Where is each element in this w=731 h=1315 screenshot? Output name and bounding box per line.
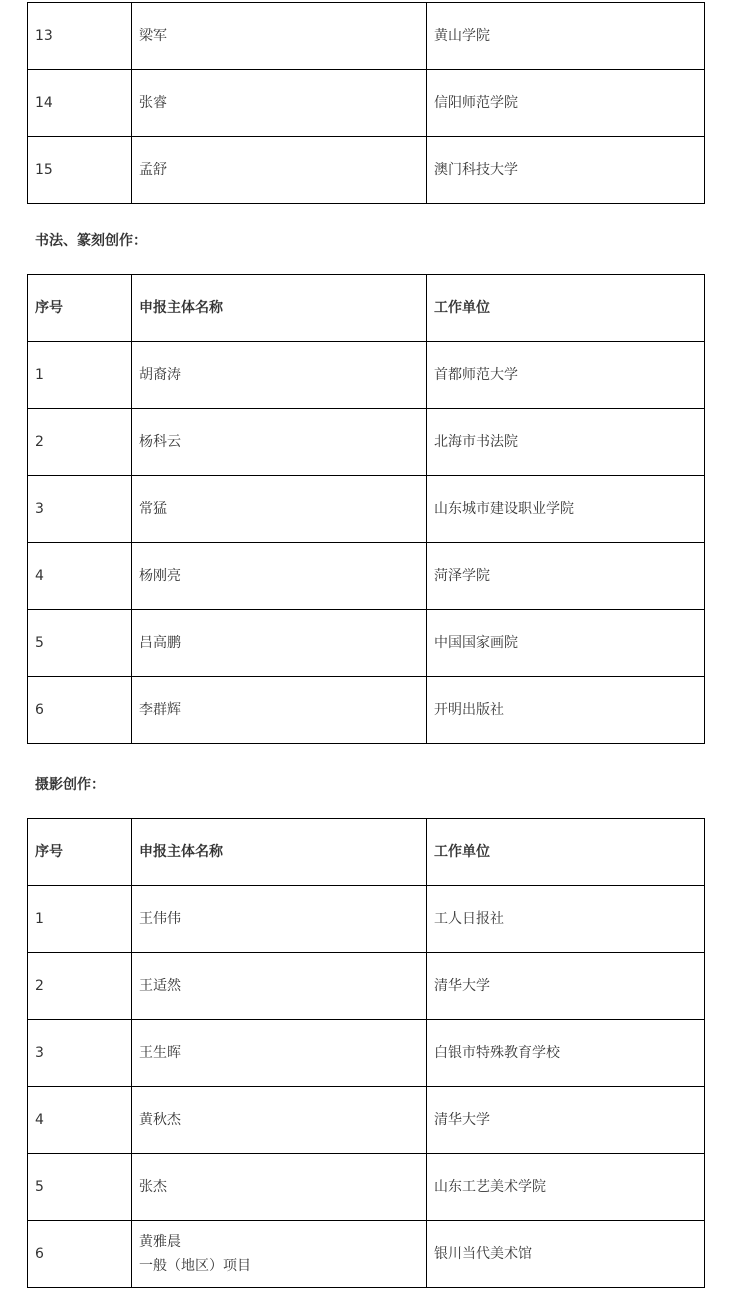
- header-unit: 工作单位: [427, 819, 705, 886]
- index-cell: 14: [28, 70, 132, 137]
- name-cell: 胡裔涛: [132, 342, 427, 409]
- name-cell: 常猛: [132, 476, 427, 543]
- unit-cell: 黄山学院: [427, 3, 705, 70]
- table-row: [28, 886, 705, 953]
- unit-cell: 银川当代美术馆: [427, 1221, 705, 1288]
- index-cell: 15: [28, 137, 132, 204]
- table-row: [28, 1221, 705, 1288]
- unit-cell: 开明出版社: [427, 677, 705, 744]
- photography-table: [27, 818, 705, 1288]
- index-cell: 5: [28, 1154, 132, 1221]
- header-index: 序号: [28, 275, 132, 342]
- index-cell: 1: [28, 886, 132, 953]
- name-cell: 王适然: [132, 953, 427, 1020]
- table-row: [28, 677, 705, 744]
- table-row: [28, 1154, 705, 1221]
- header-unit: 工作单位: [427, 275, 705, 342]
- index-cell: 2: [28, 953, 132, 1020]
- table-row: [28, 70, 705, 137]
- name-cell: 杨刚亮: [132, 543, 427, 610]
- name-cell: 吕高鹏: [132, 610, 427, 677]
- project-type-text: 一般（地区）项目: [139, 1258, 251, 1274]
- section-title-photography: 摄影创作：: [35, 777, 105, 793]
- table-row: [28, 1020, 705, 1087]
- index-cell: 3: [28, 1020, 132, 1087]
- table-row: [28, 953, 705, 1020]
- table-row: [28, 3, 705, 70]
- index-cell: 13: [28, 3, 132, 70]
- table-header-row: [28, 275, 705, 342]
- name-cell: 张睿: [132, 70, 427, 137]
- name-text: 黄雅晨: [139, 1234, 181, 1250]
- section-title-calligraphy: 书法、篆刻创作：: [35, 233, 147, 249]
- unit-cell: 中国国家画院: [427, 610, 705, 677]
- index-cell: 4: [28, 543, 132, 610]
- unit-cell: 菏泽学院: [427, 543, 705, 610]
- name-cell: 梁军: [132, 3, 427, 70]
- unit-cell: 山东工艺美术学院: [427, 1154, 705, 1221]
- unit-cell: 清华大学: [427, 1087, 705, 1154]
- name-cell: 孟舒: [132, 137, 427, 204]
- table-row: [28, 543, 705, 610]
- name-cell: 张杰: [132, 1154, 427, 1221]
- index-cell: 4: [28, 1087, 132, 1154]
- unit-cell: 清华大学: [427, 953, 705, 1020]
- name-cell: 李群辉: [132, 677, 427, 744]
- calligraphy-table: [27, 274, 705, 744]
- index-cell: 5: [28, 610, 132, 677]
- table-row: [28, 1087, 705, 1154]
- table-row: [28, 610, 705, 677]
- name-cell: 杨科云: [132, 409, 427, 476]
- index-cell: 2: [28, 409, 132, 476]
- header-name: 申报主体名称: [132, 819, 427, 886]
- unit-cell: 山东城市建设职业学院: [427, 476, 705, 543]
- table-row: [28, 476, 705, 543]
- table-header-row: [28, 819, 705, 886]
- index-cell: 6: [28, 677, 132, 744]
- name-cell: 王伟伟: [132, 886, 427, 953]
- unit-cell: 信阳师范学院: [427, 70, 705, 137]
- name-cell: [132, 1221, 427, 1288]
- unit-cell: 首都师范大学: [427, 342, 705, 409]
- index-cell: 6: [28, 1221, 132, 1288]
- name-cell: 黄秋杰: [132, 1087, 427, 1154]
- index-cell: 3: [28, 476, 132, 543]
- continuation-table: [27, 2, 705, 204]
- unit-cell: 北海市书法院: [427, 409, 705, 476]
- unit-cell: 白银市特殊教育学校: [427, 1020, 705, 1087]
- name-cell: 王生晖: [132, 1020, 427, 1087]
- table-row: [28, 137, 705, 204]
- header-index: 序号: [28, 819, 132, 886]
- unit-cell: 澳门科技大学: [427, 137, 705, 204]
- index-cell: 1: [28, 342, 132, 409]
- unit-cell: 工人日报社: [427, 886, 705, 953]
- header-name: 申报主体名称: [132, 275, 427, 342]
- table-row: [28, 409, 705, 476]
- table-row: [28, 342, 705, 409]
